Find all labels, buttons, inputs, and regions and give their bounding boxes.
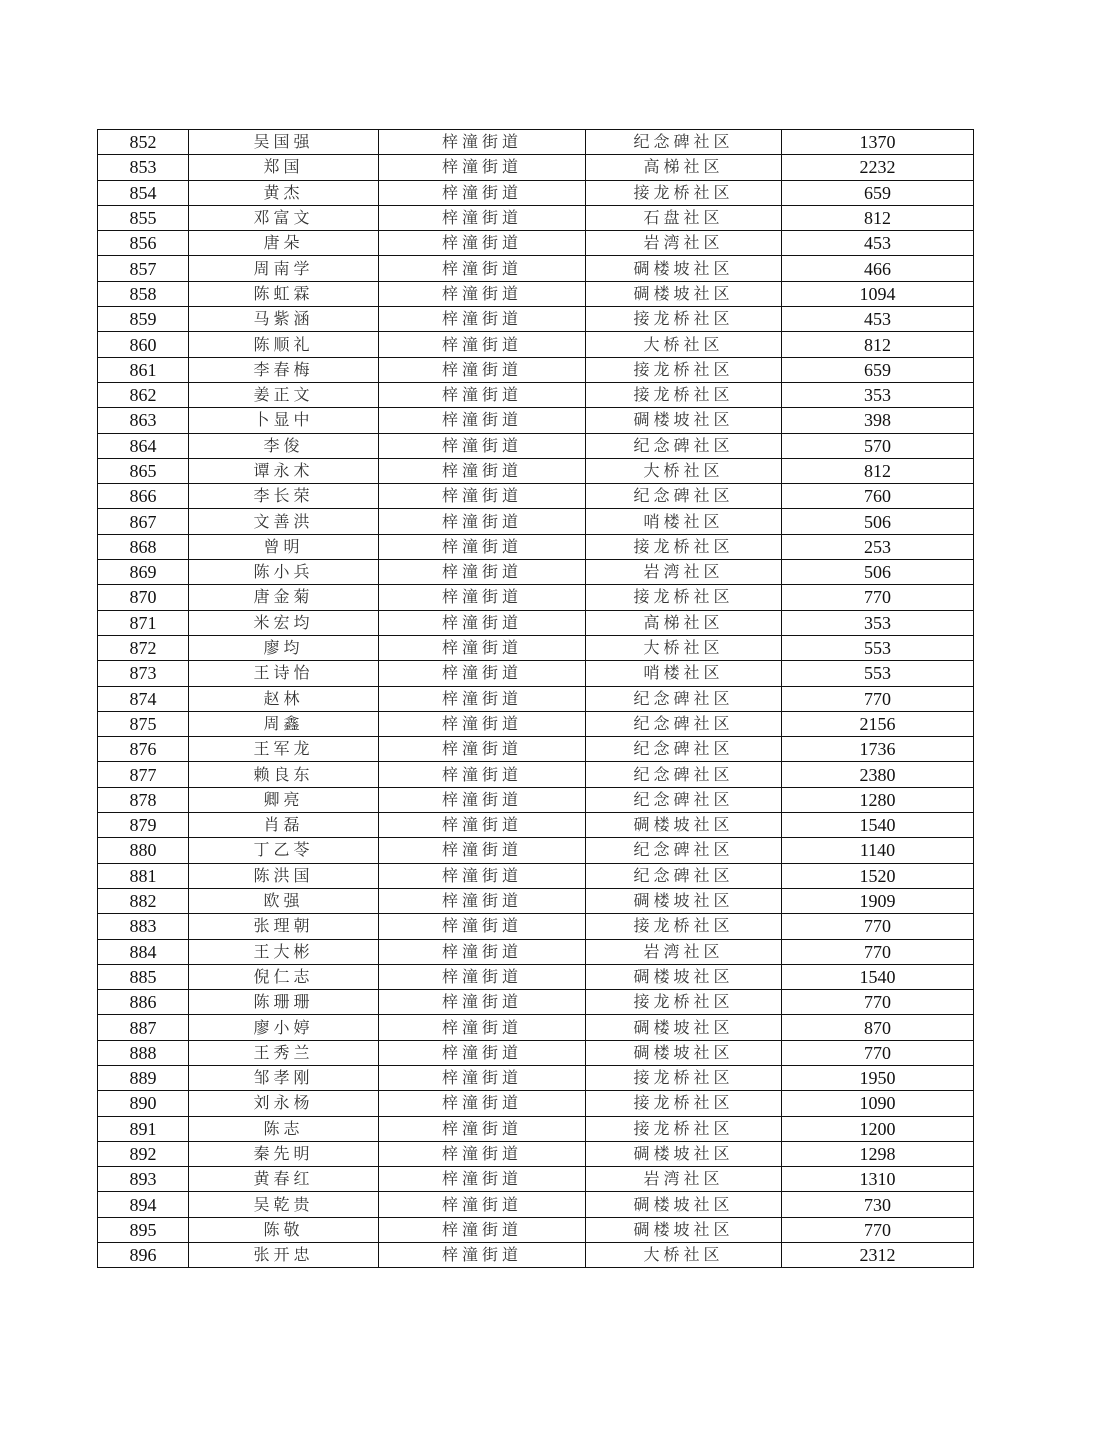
cell-name: 卿亮 (189, 787, 379, 812)
data-table (97, 129, 974, 1268)
cell-amount: 1540 (782, 813, 974, 838)
cell-community: 碉楼坡社区 (586, 1141, 782, 1166)
cell-amount: 553 (782, 661, 974, 686)
cell-street: 梓潼街道 (379, 1192, 586, 1217)
table-row (98, 737, 974, 762)
cell-name: 邓富文 (189, 205, 379, 230)
cell-community: 接龙桥社区 (586, 1065, 782, 1090)
cell-community: 碉楼坡社区 (586, 408, 782, 433)
cell-name: 周南学 (189, 256, 379, 281)
cell-no: 853 (98, 155, 189, 180)
cell-community: 纪念碑社区 (586, 787, 782, 812)
table-row (98, 484, 974, 509)
cell-name: 陈志 (189, 1116, 379, 1141)
table-row (98, 1192, 974, 1217)
cell-community: 哨楼社区 (586, 661, 782, 686)
cell-amount: 398 (782, 408, 974, 433)
cell-street: 梓潼街道 (379, 1065, 586, 1090)
cell-community: 岩湾社区 (586, 560, 782, 585)
cell-name: 黄春红 (189, 1167, 379, 1192)
cell-name: 李春梅 (189, 357, 379, 382)
cell-name: 廖小婷 (189, 1015, 379, 1040)
cell-amount: 253 (782, 534, 974, 559)
cell-amount: 730 (782, 1192, 974, 1217)
cell-community: 碉楼坡社区 (586, 813, 782, 838)
table-row (98, 1116, 974, 1141)
cell-street: 梓潼街道 (379, 205, 586, 230)
cell-name: 文善洪 (189, 509, 379, 534)
cell-street: 梓潼街道 (379, 1040, 586, 1065)
cell-amount: 812 (782, 332, 974, 357)
cell-no: 893 (98, 1167, 189, 1192)
cell-no: 883 (98, 914, 189, 939)
cell-no: 885 (98, 964, 189, 989)
cell-street: 梓潼街道 (379, 155, 586, 180)
cell-street: 梓潼街道 (379, 130, 586, 155)
cell-street: 梓潼街道 (379, 838, 586, 863)
cell-community: 纪念碑社区 (586, 863, 782, 888)
cell-street: 梓潼街道 (379, 1167, 586, 1192)
cell-amount: 453 (782, 307, 974, 332)
table-row (98, 332, 974, 357)
cell-community: 碉楼坡社区 (586, 256, 782, 281)
cell-street: 梓潼街道 (379, 307, 586, 332)
cell-street: 梓潼街道 (379, 509, 586, 534)
cell-street: 梓潼街道 (379, 990, 586, 1015)
table-row (98, 888, 974, 913)
cell-community: 碉楼坡社区 (586, 1217, 782, 1242)
cell-name: 倪仁志 (189, 964, 379, 989)
cell-amount: 812 (782, 205, 974, 230)
cell-name: 郑国 (189, 155, 379, 180)
cell-street: 梓潼街道 (379, 1217, 586, 1242)
table-row (98, 382, 974, 407)
cell-name: 马紫涵 (189, 307, 379, 332)
cell-street: 梓潼街道 (379, 737, 586, 762)
cell-community: 岩湾社区 (586, 1167, 782, 1192)
cell-no: 892 (98, 1141, 189, 1166)
cell-no: 866 (98, 484, 189, 509)
cell-community: 大桥社区 (586, 1243, 782, 1268)
cell-street: 梓潼街道 (379, 888, 586, 913)
cell-street: 梓潼街道 (379, 813, 586, 838)
cell-amount: 770 (782, 914, 974, 939)
cell-name: 廖均 (189, 635, 379, 660)
table-row (98, 914, 974, 939)
cell-no: 895 (98, 1217, 189, 1242)
table-row (98, 585, 974, 610)
cell-no: 871 (98, 610, 189, 635)
table-row (98, 560, 974, 585)
cell-name: 陈洪国 (189, 863, 379, 888)
cell-community: 接龙桥社区 (586, 1091, 782, 1116)
cell-amount: 1736 (782, 737, 974, 762)
cell-no: 880 (98, 838, 189, 863)
cell-community: 纪念碑社区 (586, 838, 782, 863)
cell-name: 赖良东 (189, 762, 379, 787)
cell-name: 吴国强 (189, 130, 379, 155)
cell-community: 纪念碑社区 (586, 737, 782, 762)
cell-no: 867 (98, 509, 189, 534)
cell-no: 876 (98, 737, 189, 762)
table-row (98, 205, 974, 230)
table-row (98, 509, 974, 534)
cell-street: 梓潼街道 (379, 914, 586, 939)
table-row (98, 939, 974, 964)
cell-name: 卜显中 (189, 408, 379, 433)
table-row (98, 711, 974, 736)
table-row (98, 787, 974, 812)
cell-amount: 506 (782, 560, 974, 585)
cell-name: 欧强 (189, 888, 379, 913)
cell-name: 谭永术 (189, 458, 379, 483)
table-row (98, 130, 974, 155)
cell-amount: 1520 (782, 863, 974, 888)
cell-community: 高梯社区 (586, 155, 782, 180)
cell-name: 秦先明 (189, 1141, 379, 1166)
cell-no: 884 (98, 939, 189, 964)
cell-no: 896 (98, 1243, 189, 1268)
cell-no: 875 (98, 711, 189, 736)
cell-street: 梓潼街道 (379, 635, 586, 660)
cell-community: 接龙桥社区 (586, 307, 782, 332)
cell-community: 高梯社区 (586, 610, 782, 635)
cell-street: 梓潼街道 (379, 661, 586, 686)
cell-street: 梓潼街道 (379, 484, 586, 509)
table-row (98, 686, 974, 711)
cell-no: 894 (98, 1192, 189, 1217)
cell-amount: 1280 (782, 787, 974, 812)
cell-no: 868 (98, 534, 189, 559)
table-row (98, 408, 974, 433)
cell-no: 855 (98, 205, 189, 230)
table-row (98, 1091, 974, 1116)
cell-name: 唐朵 (189, 231, 379, 256)
cell-street: 梓潼街道 (379, 610, 586, 635)
cell-no: 857 (98, 256, 189, 281)
cell-name: 赵林 (189, 686, 379, 711)
cell-no: 891 (98, 1116, 189, 1141)
cell-no: 878 (98, 787, 189, 812)
table-row (98, 231, 974, 256)
cell-street: 梓潼街道 (379, 357, 586, 382)
cell-community: 石盘社区 (586, 205, 782, 230)
cell-no: 852 (98, 130, 189, 155)
cell-amount: 453 (782, 231, 974, 256)
cell-name: 张开忠 (189, 1243, 379, 1268)
cell-no: 887 (98, 1015, 189, 1040)
cell-street: 梓潼街道 (379, 686, 586, 711)
cell-amount: 2380 (782, 762, 974, 787)
cell-street: 梓潼街道 (379, 408, 586, 433)
cell-amount: 1094 (782, 281, 974, 306)
cell-name: 刘永杨 (189, 1091, 379, 1116)
cell-community: 接龙桥社区 (586, 990, 782, 1015)
cell-community: 接龙桥社区 (586, 180, 782, 205)
cell-community: 碉楼坡社区 (586, 964, 782, 989)
cell-street: 梓潼街道 (379, 382, 586, 407)
table-row (98, 863, 974, 888)
cell-name: 张理朝 (189, 914, 379, 939)
cell-amount: 353 (782, 610, 974, 635)
cell-community: 大桥社区 (586, 332, 782, 357)
cell-community: 纪念碑社区 (586, 484, 782, 509)
cell-amount: 770 (782, 585, 974, 610)
cell-street: 梓潼街道 (379, 433, 586, 458)
cell-community: 纪念碑社区 (586, 433, 782, 458)
cell-no: 886 (98, 990, 189, 1015)
table-row (98, 661, 974, 686)
cell-amount: 1540 (782, 964, 974, 989)
cell-amount: 1298 (782, 1141, 974, 1166)
table-row (98, 1167, 974, 1192)
cell-community: 岩湾社区 (586, 939, 782, 964)
cell-amount: 659 (782, 357, 974, 382)
cell-community: 碉楼坡社区 (586, 888, 782, 913)
table-row (98, 281, 974, 306)
cell-community: 碉楼坡社区 (586, 1015, 782, 1040)
cell-no: 882 (98, 888, 189, 913)
table-row (98, 635, 974, 660)
table-row (98, 534, 974, 559)
cell-street: 梓潼街道 (379, 180, 586, 205)
cell-no: 881 (98, 863, 189, 888)
table-row (98, 458, 974, 483)
table-row (98, 256, 974, 281)
cell-name: 丁乙苓 (189, 838, 379, 863)
cell-no: 872 (98, 635, 189, 660)
cell-amount: 506 (782, 509, 974, 534)
cell-amount: 770 (782, 1217, 974, 1242)
cell-name: 李长荣 (189, 484, 379, 509)
cell-no: 864 (98, 433, 189, 458)
cell-street: 梓潼街道 (379, 231, 586, 256)
cell-amount: 760 (782, 484, 974, 509)
cell-street: 梓潼街道 (379, 1116, 586, 1141)
cell-no: 873 (98, 661, 189, 686)
cell-street: 梓潼街道 (379, 939, 586, 964)
table-row (98, 990, 974, 1015)
table-row (98, 813, 974, 838)
table-row (98, 1040, 974, 1065)
cell-no: 859 (98, 307, 189, 332)
cell-no: 862 (98, 382, 189, 407)
cell-no: 865 (98, 458, 189, 483)
cell-street: 梓潼街道 (379, 560, 586, 585)
cell-amount: 353 (782, 382, 974, 407)
cell-amount: 1200 (782, 1116, 974, 1141)
table-body (98, 130, 974, 1268)
table-row (98, 1243, 974, 1268)
cell-amount: 466 (782, 256, 974, 281)
table-row (98, 155, 974, 180)
cell-name: 陈珊珊 (189, 990, 379, 1015)
cell-no: 889 (98, 1065, 189, 1090)
cell-name: 陈敬 (189, 1217, 379, 1242)
cell-community: 岩湾社区 (586, 231, 782, 256)
cell-no: 879 (98, 813, 189, 838)
table-row (98, 964, 974, 989)
cell-amount: 770 (782, 939, 974, 964)
cell-name: 王大彬 (189, 939, 379, 964)
cell-amount: 1310 (782, 1167, 974, 1192)
cell-community: 接龙桥社区 (586, 1116, 782, 1141)
cell-street: 梓潼街道 (379, 964, 586, 989)
cell-street: 梓潼街道 (379, 585, 586, 610)
cell-street: 梓潼街道 (379, 281, 586, 306)
cell-street: 梓潼街道 (379, 256, 586, 281)
cell-community: 纪念碑社区 (586, 711, 782, 736)
cell-street: 梓潼街道 (379, 458, 586, 483)
cell-no: 863 (98, 408, 189, 433)
cell-no: 890 (98, 1091, 189, 1116)
table-row (98, 1065, 974, 1090)
cell-name: 周鑫 (189, 711, 379, 736)
cell-amount: 570 (782, 433, 974, 458)
cell-street: 梓潼街道 (379, 1091, 586, 1116)
cell-amount: 2312 (782, 1243, 974, 1268)
table-row (98, 1217, 974, 1242)
cell-community: 纪念碑社区 (586, 686, 782, 711)
cell-community: 大桥社区 (586, 635, 782, 660)
cell-amount: 870 (782, 1015, 974, 1040)
cell-name: 陈小兵 (189, 560, 379, 585)
cell-name: 唐金菊 (189, 585, 379, 610)
cell-name: 黄杰 (189, 180, 379, 205)
cell-community: 接龙桥社区 (586, 585, 782, 610)
cell-amount: 1950 (782, 1065, 974, 1090)
cell-community: 纪念碑社区 (586, 130, 782, 155)
cell-street: 梓潼街道 (379, 711, 586, 736)
table-row (98, 610, 974, 635)
cell-street: 梓潼街道 (379, 332, 586, 357)
cell-amount: 812 (782, 458, 974, 483)
cell-name: 肖磊 (189, 813, 379, 838)
cell-no: 858 (98, 281, 189, 306)
cell-amount: 770 (782, 686, 974, 711)
cell-street: 梓潼街道 (379, 762, 586, 787)
cell-community: 哨楼社区 (586, 509, 782, 534)
cell-no: 874 (98, 686, 189, 711)
table-row (98, 1141, 974, 1166)
cell-name: 吴乾贵 (189, 1192, 379, 1217)
cell-community: 接龙桥社区 (586, 914, 782, 939)
cell-amount: 659 (782, 180, 974, 205)
cell-no: 888 (98, 1040, 189, 1065)
cell-name: 姜正文 (189, 382, 379, 407)
cell-amount: 1140 (782, 838, 974, 863)
table-row (98, 762, 974, 787)
cell-amount: 1909 (782, 888, 974, 913)
cell-community: 大桥社区 (586, 458, 782, 483)
cell-community: 接龙桥社区 (586, 534, 782, 559)
cell-amount: 770 (782, 990, 974, 1015)
table-row (98, 838, 974, 863)
cell-street: 梓潼街道 (379, 863, 586, 888)
cell-no: 870 (98, 585, 189, 610)
cell-no: 854 (98, 180, 189, 205)
cell-name: 陈虹霖 (189, 281, 379, 306)
cell-community: 接龙桥社区 (586, 357, 782, 382)
cell-amount: 770 (782, 1040, 974, 1065)
cell-name: 陈顺礼 (189, 332, 379, 357)
cell-street: 梓潼街道 (379, 534, 586, 559)
cell-amount: 2232 (782, 155, 974, 180)
cell-street: 梓潼街道 (379, 1015, 586, 1040)
cell-community: 接龙桥社区 (586, 382, 782, 407)
cell-name: 邹孝刚 (189, 1065, 379, 1090)
cell-no: 861 (98, 357, 189, 382)
cell-no: 877 (98, 762, 189, 787)
table-row (98, 357, 974, 382)
cell-street: 梓潼街道 (379, 1243, 586, 1268)
cell-no: 856 (98, 231, 189, 256)
cell-name: 王军龙 (189, 737, 379, 762)
cell-amount: 2156 (782, 711, 974, 736)
cell-name: 王诗怡 (189, 661, 379, 686)
cell-community: 碉楼坡社区 (586, 281, 782, 306)
cell-amount: 553 (782, 635, 974, 660)
table-row (98, 433, 974, 458)
table-row (98, 1015, 974, 1040)
cell-name: 李俊 (189, 433, 379, 458)
cell-amount: 1370 (782, 130, 974, 155)
cell-street: 梓潼街道 (379, 1141, 586, 1166)
cell-community: 碉楼坡社区 (586, 1040, 782, 1065)
cell-amount: 1090 (782, 1091, 974, 1116)
cell-no: 860 (98, 332, 189, 357)
cell-name: 曾明 (189, 534, 379, 559)
table-row (98, 180, 974, 205)
cell-street: 梓潼街道 (379, 787, 586, 812)
cell-name: 米宏均 (189, 610, 379, 635)
table-row (98, 307, 974, 332)
cell-no: 869 (98, 560, 189, 585)
cell-community: 碉楼坡社区 (586, 1192, 782, 1217)
cell-name: 王秀兰 (189, 1040, 379, 1065)
cell-community: 纪念碑社区 (586, 762, 782, 787)
